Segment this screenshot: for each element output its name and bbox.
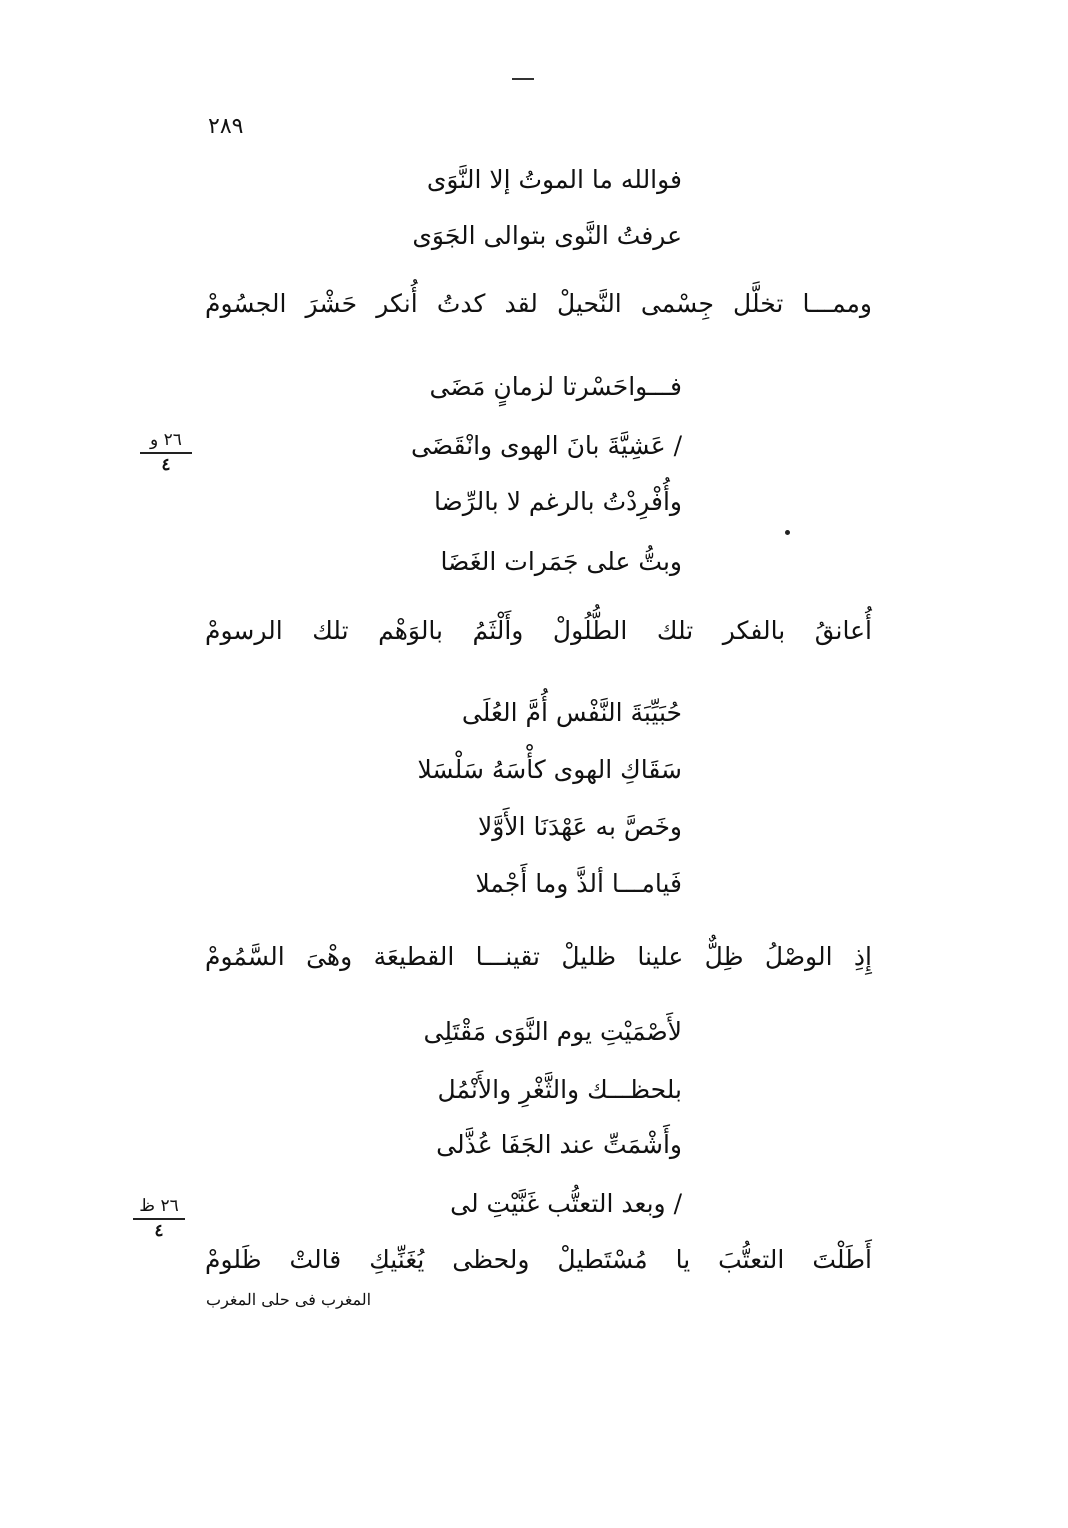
folio-quire: ٤ [161, 455, 171, 475]
ink-speck [785, 530, 790, 535]
footer-title: المغرب فى حلى المغرب [206, 1290, 372, 1309]
folio-note [133, 1196, 185, 1241]
verse-line: عرفتُ النَّوى بتوالى الجَوَى [412, 221, 682, 250]
verse-line: فـــواحَسْرتا لزمانٍ مَضَى [429, 372, 682, 401]
refrain-line: أُعانقُ بالفكر تلك الطُّلُولْ وأَلْثَمُ بالوَهْم تلك الرسومْ [205, 616, 872, 645]
refrain-line: أَطَلْتَ التعتُّبَ يا مُسْتَطيلْ ولحظى يُغَنِّيكِ قالتْ ظَلومْ [205, 1245, 872, 1274]
verse-line: / وبعد التعتُّب غَنَّيْتِ لى [450, 1189, 682, 1218]
refrain-line: إِذِ الوصْلُ ظِلٌّ علينا ظليلْ تقينـــا القطيعَة وهْىَ السَّمُومْ [205, 942, 872, 971]
verse-line: بلحظـــك والثَّغْرِ والأَنْمُل [437, 1075, 682, 1104]
verse-line: سَقَاكِ الهوى كأْسَهُ سَلْسَلا [417, 755, 682, 784]
folio-number: ٢٦ ظ [133, 1196, 185, 1220]
top-rule [512, 78, 534, 80]
verse-line: / عَشِيَّةَ بانَ الهوى وانْقَضَى [410, 431, 682, 460]
folio-number: ٢٦ و [140, 430, 192, 454]
refrain-line: وممـــا تخلَّل جِسْمى النَّحيلْ لقد كدتُ أُنكر حَشْرَ الجسُومْ [205, 289, 872, 318]
verse-line: لأَصْمَيْتِ يوم النَّوَى مَقْتَلِى [423, 1017, 682, 1046]
folio-note [140, 430, 192, 475]
verse-line: وخَصَّ به عَهْدَنَا الأَوَّلا [477, 812, 682, 841]
verse-line: فَيامـــا ألذَّ وما أَجْملا [475, 869, 682, 898]
page-number: ٢٨٩ [208, 114, 244, 139]
verse-line: وبتُّ على جَمَرات الغَضَا [440, 547, 682, 576]
verse-line: فوالله ما الموتُ إلا النَّوَى [426, 165, 682, 194]
verse-line: وأُفْرِدْتُ بالرغم لا بالرِّضا [433, 487, 682, 516]
verse-line: وأَشْمَتِّ عند الجَفَا عُذَّلى [436, 1130, 682, 1159]
folio-quire: ٤ [154, 1221, 164, 1241]
verse-line: حُبَيِّبَةَ النَّفْس أُمَّ العُلَى [461, 698, 682, 727]
